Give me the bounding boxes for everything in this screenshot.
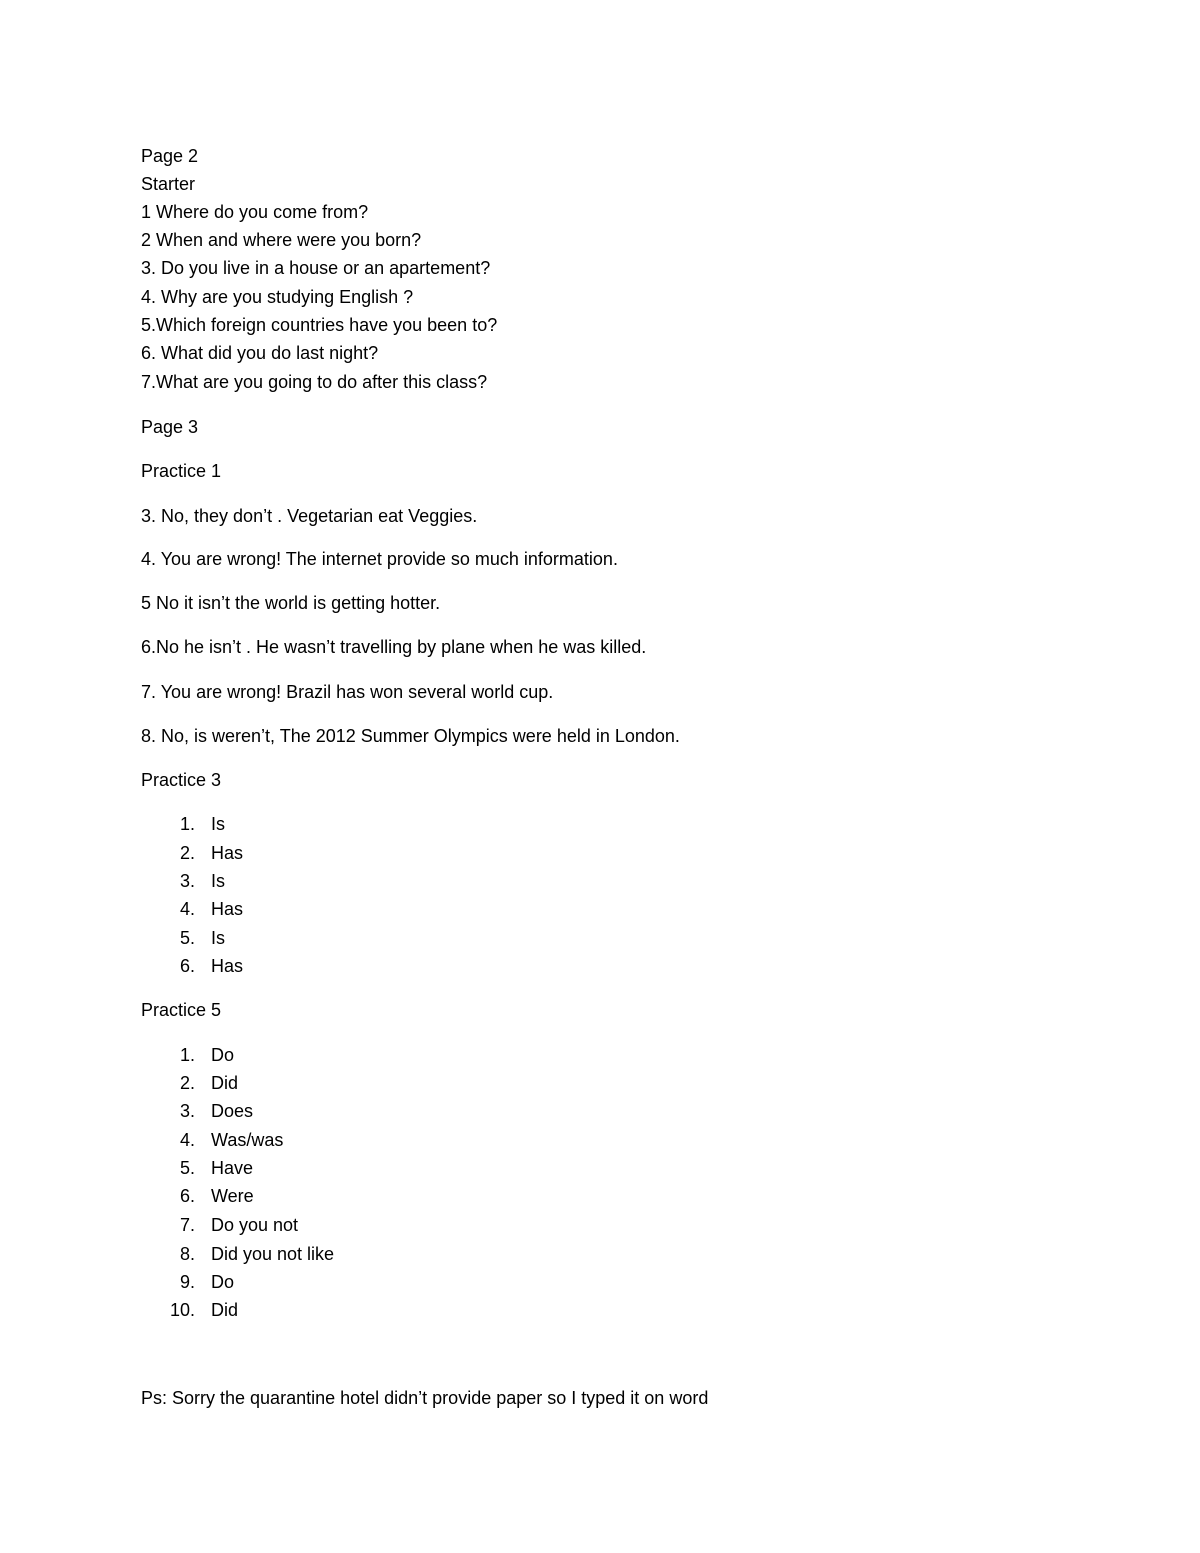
section-heading-practice-3: Practice 3 bbox=[141, 770, 222, 790]
list-number: 2. bbox=[179, 843, 195, 863]
list-number: 1. bbox=[179, 1045, 195, 1065]
list-number: 9. bbox=[179, 1272, 195, 1292]
section-heading-practice-5: Practice 5 bbox=[141, 1000, 222, 1020]
list-number: 1. bbox=[179, 814, 195, 834]
list-number: 5. bbox=[179, 1158, 195, 1178]
practice1-answer: 5 No it isn’t the world is getting hotter. bbox=[141, 593, 441, 613]
section-heading-practice-1: Practice 1 bbox=[141, 461, 222, 481]
list-item: Is bbox=[211, 928, 226, 948]
practice1-answer: 4. You are wrong! The internet provide so much information. bbox=[141, 549, 618, 569]
list-item: Do you not bbox=[211, 1215, 299, 1235]
postscript-note: Ps: Sorry the quarantine hotel didn’t provide paper so I typed it on word bbox=[141, 1388, 709, 1408]
starter-question: 4. Why are you studying English ? bbox=[141, 287, 414, 307]
list-number: 10. bbox=[169, 1300, 195, 1320]
list-item: Were bbox=[211, 1186, 254, 1206]
starter-question: 6. What did you do last night? bbox=[141, 343, 379, 363]
section-heading-starter: Starter bbox=[141, 174, 196, 194]
starter-question: 1 Where do you come from? bbox=[141, 202, 369, 222]
list-item: Did bbox=[211, 1073, 239, 1093]
list-number: 6. bbox=[179, 1186, 195, 1206]
list-number: 5. bbox=[179, 928, 195, 948]
list-item: Has bbox=[211, 899, 244, 919]
list-item: Was/was bbox=[211, 1130, 284, 1150]
page-label: Page 2 bbox=[141, 146, 199, 166]
list-item: Has bbox=[211, 843, 244, 863]
list-number: 8. bbox=[179, 1244, 195, 1264]
list-item: Is bbox=[211, 871, 226, 891]
list-item: Did you not like bbox=[211, 1244, 335, 1264]
practice1-answer: 6.No he isn’t . He wasn’t travelling by plane when he was killed. bbox=[141, 637, 647, 657]
list-item: Does bbox=[211, 1101, 254, 1121]
list-item: Have bbox=[211, 1158, 254, 1178]
starter-question: 5.Which foreign countries have you been to? bbox=[141, 315, 498, 335]
practice1-answer: 7. You are wrong! Brazil has won several world cup. bbox=[141, 682, 554, 702]
list-number: 3. bbox=[179, 871, 195, 891]
list-number: 6. bbox=[179, 956, 195, 976]
page-label: Page 3 bbox=[141, 417, 199, 437]
practice1-answer: 3. No, they don’t . Vegetarian eat Veggies. bbox=[141, 506, 478, 526]
list-item: Has bbox=[211, 956, 244, 976]
list-item: Do bbox=[211, 1045, 235, 1065]
list-item: Is bbox=[211, 814, 226, 834]
list-item: Do bbox=[211, 1272, 235, 1292]
practice1-answer: 8. No, is weren’t, The 2012 Summer Olympics were held in London. bbox=[141, 726, 680, 746]
starter-question: 7.What are you going to do after this class? bbox=[141, 372, 488, 392]
list-number: 4. bbox=[179, 1130, 195, 1150]
starter-question: 2 When and where were you born? bbox=[141, 230, 422, 250]
list-number: 4. bbox=[179, 899, 195, 919]
list-item: Did bbox=[211, 1300, 239, 1320]
list-number: 3. bbox=[179, 1101, 195, 1121]
list-number: 7. bbox=[179, 1215, 195, 1235]
starter-question: 3. Do you live in a house or an apartement? bbox=[141, 258, 491, 278]
list-number: 2. bbox=[179, 1073, 195, 1093]
